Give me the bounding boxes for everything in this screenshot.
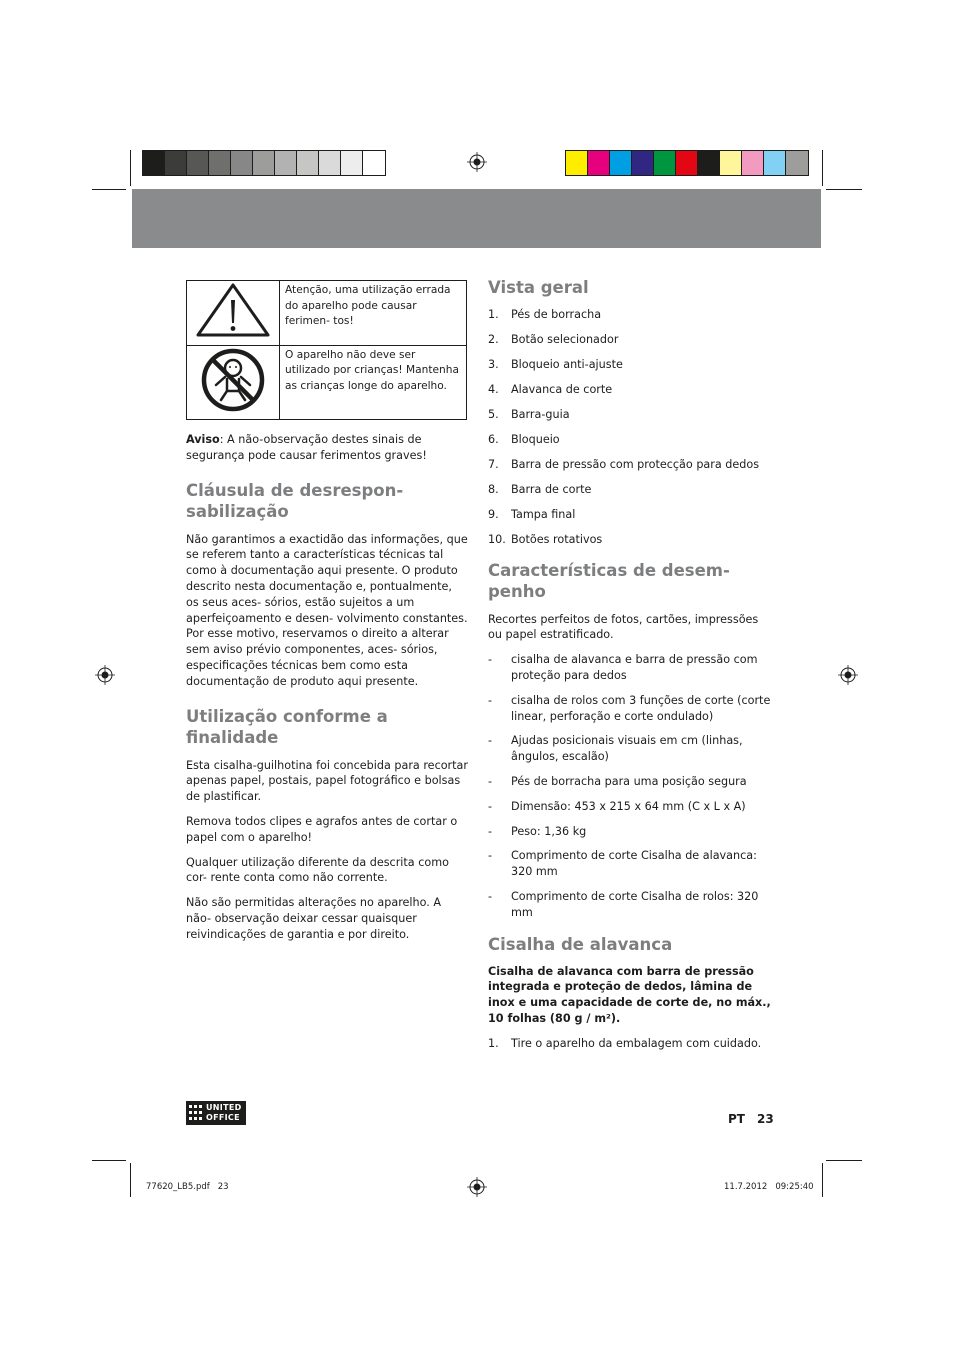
color-swatch (698, 151, 720, 175)
crop-mark (826, 1160, 862, 1161)
color-swatch (143, 151, 165, 175)
crop-mark (822, 150, 823, 186)
color-swatch (231, 151, 253, 175)
list-item: - cisalha de rolos com 3 funções de corte (corte linear, perforação e corte ondulado) (488, 693, 773, 725)
list-text: Ajudas posicionais visuais em cm (linhas, ângulos, escalão) (511, 734, 743, 764)
list-text: Alavanca de corte (511, 382, 613, 396)
features-intro: Recortes perfeitos de fotos, cartões, impressões ou papel estratificado. (488, 612, 759, 642)
list-item (488, 482, 773, 498)
list-number: 6. (488, 432, 499, 446)
right-column (488, 277, 773, 1052)
list-text: Comprimento de corte Cisalha de rolos: 320 mm (511, 890, 759, 919)
list-text: Botões rotativos (511, 532, 603, 546)
list-item (488, 432, 773, 448)
list-text: Barra-guia (511, 407, 570, 421)
list-item (488, 457, 773, 473)
color-swatch (209, 151, 231, 175)
list-item (488, 532, 773, 548)
color-swatch (319, 151, 341, 175)
crop-mark (826, 189, 862, 190)
color-swatch (786, 151, 808, 175)
list-item (488, 382, 773, 398)
crop-mark (822, 1163, 823, 1197)
list-text: Pés de borracha (511, 308, 602, 321)
list-number: 10. (488, 532, 506, 546)
notice-text: : A não-observação destes sinais de segurança pode causar ferimentos graves! (186, 433, 427, 462)
logo-line: OFFICE (206, 1113, 240, 1122)
list-text: Barra de corte (511, 482, 592, 496)
list-number: 7. (488, 457, 499, 471)
list-text: Dimensão: 453 x 215 x 64 mm (C x L x A) (511, 799, 746, 813)
header-bar (132, 189, 821, 248)
footer-file-page: 23 (217, 1182, 229, 1192)
logo-text (206, 1103, 242, 1123)
notice-label: Aviso (186, 433, 220, 446)
list-item (488, 307, 773, 323)
list-item: - Comprimento de corte Cisalha de rolos: 320 mm (488, 889, 773, 921)
footer-datetime: 11.7.2012 09:25:40 (724, 1182, 814, 1192)
list-item (488, 507, 773, 523)
list-item: - Pés de borracha para uma posição segura (488, 775, 747, 789)
intended-use-paragraph: Esta cisalha-guilhotina foi concebida para recortar apenas papel, postais, papel fotográfico e bolsas de plastificar. (186, 758, 469, 804)
warning-row (187, 345, 467, 420)
features-heading: Características de desem- penho (488, 560, 730, 601)
no-children-icon (200, 347, 266, 413)
overview-heading: Vista geral (488, 278, 589, 297)
list-item: - Peso: 1,36 kg (488, 824, 587, 838)
list-text: Peso: 1,36 kg (511, 824, 587, 838)
registration-mark-icon (467, 152, 487, 172)
color-swatch (764, 151, 786, 175)
color-swatch (588, 151, 610, 175)
disclaimer-heading: Cláusula de desrespon- sabilização (186, 480, 404, 521)
list-text: Pés de borracha para uma posição segura (511, 775, 747, 789)
list-text: Comprimento de corte Cisalha de alavanca: 320 mm (511, 849, 757, 879)
logo-line: UNITED (206, 1103, 242, 1112)
color-swatch (275, 151, 297, 175)
list-text: Barra de pressão com protecção para dedos (511, 457, 760, 471)
color-swatch (610, 151, 632, 175)
warning-text-cell (280, 281, 467, 346)
list-number: 1. (488, 308, 499, 321)
list-number: 9. (488, 507, 499, 521)
page-number-label (728, 1112, 774, 1126)
gray-color-bar (142, 150, 386, 176)
warning-text-cell (280, 345, 467, 420)
color-swatch (341, 151, 363, 175)
list-item (488, 407, 773, 423)
registration-mark-icon (467, 1177, 487, 1197)
overview-list (488, 307, 773, 548)
color-swatch (566, 151, 588, 175)
warning-triangle-icon (195, 282, 271, 338)
crop-mark (130, 150, 131, 186)
color-swatch (676, 151, 698, 175)
warning-table (186, 280, 467, 420)
crop-mark (130, 1163, 131, 1197)
warning-text: O aparelho não deve ser utilizado por crianças! Mantenha as crianças longe do aparelho. (285, 348, 459, 392)
color-swatch (654, 151, 676, 175)
lever-cutter-heading: Cisalha de alavanca (488, 934, 673, 954)
color-swatch (742, 151, 764, 175)
color-swatch (187, 151, 209, 175)
list-number: 3. (488, 357, 499, 371)
color-swatch (363, 151, 385, 175)
notice-paragraph (186, 432, 468, 464)
warning-icon-cell (187, 281, 280, 346)
color-swatch (632, 151, 654, 175)
language-code: PT (728, 1112, 745, 1126)
list-item (488, 332, 773, 348)
list-text: cisalha de alavanca e barra de pressão com proteção para dedos (511, 653, 758, 683)
list-item: - cisalha de alavanca e barra de pressão com proteção para dedos (488, 652, 773, 684)
crop-mark (92, 1160, 126, 1161)
color-swatch (720, 151, 742, 175)
list-number: 8. (488, 482, 499, 496)
list-text: Tire o aparelho da embalagem com cuidado. (511, 1036, 762, 1050)
disclaimer-text: Não garantimos a exactidão das informações, que se referem tanto a características técnicas tal como à documentação aqui presente. O produto descrito nesta documentação e, pontualmente, os seus aces- sórios, estão sujeitos a um aperfeiçoamento e desen- volvimento constantes. Por esse motivo, reservamos o direito a alterar sem aviso prévio componentes, aces- sórios, especificações técnicas bem como esta documentação de produto aqui presente. (186, 532, 468, 688)
registration-mark-icon (95, 665, 115, 685)
warning-icon-cell (187, 345, 280, 420)
intended-use-paragraph: Não são permitidas alterações no aparelho. A não- observação deixar cessar quaisquer reivindicações de garantia e por direito. (186, 896, 442, 941)
features-list (488, 652, 773, 920)
color-swatch (165, 151, 187, 175)
list-item: - Ajudas posicionais visuais em cm (linhas, ângulos, escalão) (488, 733, 773, 765)
color-swatch (297, 151, 319, 175)
crop-mark (92, 189, 126, 190)
left-column (186, 280, 468, 943)
list-text: cisalha de rolos com 3 funções de corte (corte linear, perforação e corte ondulado) (511, 693, 771, 723)
lever-cutter-bold-text: Cisalha de alavanca com barra de pressão integrada e proteção de dedos, lâmina de inox e uma capacidade de corte de, no máx., 10 folhas (80 g / m²). (488, 964, 771, 1025)
list-number: 4. (488, 382, 499, 396)
list-text: Tampa final (511, 507, 576, 521)
intended-use-heading: Utilização conforme a finalidade (186, 706, 388, 747)
intended-use-paragraph: Remova todos clipes e agrafos antes de cortar o papel com o aparelho! (186, 814, 458, 844)
registration-mark-icon (838, 665, 858, 685)
list-number: 2. (488, 332, 499, 346)
warning-text: Atenção, uma utilização errada do aparelho pode causar ferimen- tos! (285, 284, 451, 327)
united-office-logo (186, 1101, 246, 1125)
footer-filename: 77620_LB5.pdf (146, 1182, 210, 1192)
list-item (488, 357, 773, 373)
lever-cutter-steps (488, 1036, 773, 1052)
logo-grid-icon (189, 1105, 203, 1121)
footer-file (146, 1182, 229, 1192)
warning-row (187, 281, 467, 346)
list-number: 5. (488, 407, 499, 421)
intended-use-paragraph: Qualquer utilização diferente da descrita como cor- rente conta como não corrente. (186, 855, 449, 885)
list-text: Bloqueio anti-ajuste (511, 357, 623, 371)
list-text: Botão selecionador (511, 332, 619, 346)
color-swatch (253, 151, 275, 175)
list-number: 1. (488, 1036, 499, 1050)
page-number: 23 (756, 1112, 774, 1126)
list-item: - Comprimento de corte Cisalha de alavanca: 320 mm (488, 848, 773, 880)
list-item (488, 1036, 773, 1052)
list-text: Bloqueio (511, 432, 560, 446)
process-color-bar (565, 150, 809, 176)
list-item: - Dimensão: 453 x 215 x 64 mm (C x L x A) (488, 799, 746, 813)
